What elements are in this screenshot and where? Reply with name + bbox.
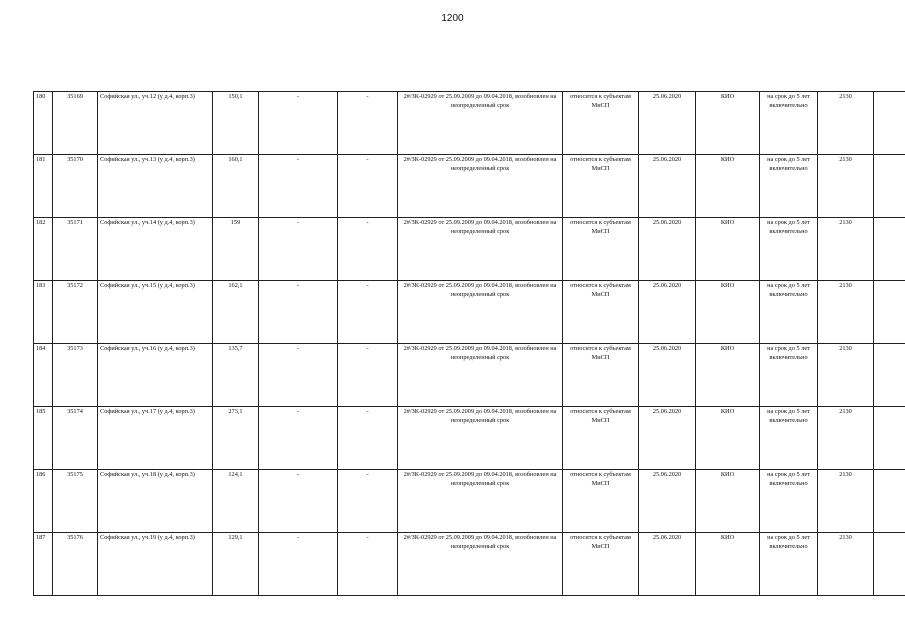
object-area: 162,1 (213, 281, 259, 344)
record-date: 25.06.2020 (639, 155, 696, 218)
tenant-category: относится к субъектам МиСП (563, 470, 639, 533)
object-address: Софийская ул., уч.13 (у д.4, корп.3) (98, 155, 213, 218)
object-address: Софийская ул., уч.17 (у д.4, корп.3) (98, 407, 213, 470)
empty-value-dash: - (338, 470, 398, 533)
table-row (34, 470, 905, 533)
table-row (34, 281, 905, 344)
object-code: 2130 (818, 281, 874, 344)
empty-value-dash: - (338, 92, 398, 155)
contract-document: 2#/ЗК-02929 от 25.09.2009 до 09.04.2018, возобновлен на неопределенный срок (398, 407, 563, 470)
empty-cell (874, 155, 905, 218)
record-date: 25.06.2020 (639, 407, 696, 470)
row-number: 186 (34, 470, 53, 533)
object-id: 35171 (53, 218, 98, 281)
row-number: 183 (34, 281, 53, 344)
object-area: 124,1 (213, 470, 259, 533)
object-area: 160,1 (213, 155, 259, 218)
object-id: 35169 (53, 92, 98, 155)
table-row (34, 155, 905, 218)
empty-value-dash: - (338, 407, 398, 470)
object-address: Софийская ул., уч.16 (у д.4, корп.3) (98, 344, 213, 407)
object-address: Софийская ул., уч.19 (у д.4, корп.3) (98, 533, 213, 596)
table-row (34, 533, 905, 596)
object-id: 35175 (53, 470, 98, 533)
empty-value-dash: - (259, 155, 338, 218)
contract-document: 2#/ЗК-02929 от 25.09.2009 до 09.04.2018, возобновлен на неопределенный срок (398, 92, 563, 155)
lease-term: на срок до 5 лет включительно (760, 344, 818, 407)
empty-value-dash: - (338, 344, 398, 407)
empty-value-dash: - (338, 533, 398, 596)
object-code: 2130 (818, 407, 874, 470)
empty-cell (874, 92, 905, 155)
lease-term: на срок до 5 лет включительно (760, 407, 818, 470)
row-number: 184 (34, 344, 53, 407)
tenant-category: относится к субъектам МиСП (563, 155, 639, 218)
tenant-category: относится к субъектам МиСП (563, 92, 639, 155)
empty-value-dash: - (259, 470, 338, 533)
record-date: 25.06.2020 (639, 344, 696, 407)
table-row (34, 344, 905, 407)
tenant-category: относится к субъектам МиСП (563, 533, 639, 596)
empty-value-dash: - (259, 533, 338, 596)
tenant-category: относится к субъектам МиСП (563, 281, 639, 344)
contract-document: 2#/ЗК-02929 от 25.09.2009 до 09.04.2018, возобновлен на неопределенный срок (398, 218, 563, 281)
responsible-org: КИО (696, 92, 760, 155)
record-date: 25.06.2020 (639, 218, 696, 281)
contract-document: 2#/ЗК-02929 от 25.09.2009 до 09.04.2018, возобновлен на неопределенный срок (398, 344, 563, 407)
responsible-org: КИО (696, 344, 760, 407)
object-code: 2130 (818, 344, 874, 407)
row-number: 181 (34, 155, 53, 218)
object-area: 159 (213, 218, 259, 281)
object-address: Софийская ул., уч.14 (у д.4, корп.3) (98, 218, 213, 281)
object-code: 2130 (818, 155, 874, 218)
table-row (34, 92, 905, 155)
object-id: 35176 (53, 533, 98, 596)
lease-term: на срок до 5 лет включительно (760, 92, 818, 155)
empty-cell (874, 281, 905, 344)
object-id: 35174 (53, 407, 98, 470)
responsible-org: КИО (696, 155, 760, 218)
object-area: 129,1 (213, 533, 259, 596)
empty-value-dash: - (338, 218, 398, 281)
table-row (34, 218, 905, 281)
table-row (34, 407, 905, 470)
object-code: 2130 (818, 470, 874, 533)
lease-term: на срок до 5 лет включительно (760, 533, 818, 596)
contract-document: 2#/ЗК-02929 от 25.09.2009 до 09.04.2018, возобновлен на неопределенный срок (398, 470, 563, 533)
object-code: 2130 (818, 92, 874, 155)
contract-document: 2#/ЗК-02929 от 25.09.2009 до 09.04.2018, возобновлен на неопределенный срок (398, 155, 563, 218)
empty-value-dash: - (259, 407, 338, 470)
registry-table (33, 91, 905, 596)
tenant-category: относится к субъектам МиСП (563, 218, 639, 281)
responsible-org: КИО (696, 470, 760, 533)
object-area: 273,1 (213, 407, 259, 470)
empty-value-dash: - (259, 218, 338, 281)
record-date: 25.06.2020 (639, 533, 696, 596)
empty-cell (874, 407, 905, 470)
lease-term: на срок до 5 лет включительно (760, 470, 818, 533)
row-number: 182 (34, 218, 53, 281)
responsible-org: КИО (696, 533, 760, 596)
object-area: 135,7 (213, 344, 259, 407)
tenant-category: относится к субъектам МиСП (563, 344, 639, 407)
record-date: 25.06.2020 (639, 92, 696, 155)
responsible-org: КИО (696, 218, 760, 281)
object-id: 35173 (53, 344, 98, 407)
empty-cell (874, 533, 905, 596)
empty-cell (874, 344, 905, 407)
empty-value-dash: - (338, 155, 398, 218)
empty-value-dash: - (338, 281, 398, 344)
record-date: 25.06.2020 (639, 470, 696, 533)
lease-term: на срок до 5 лет включительно (760, 281, 818, 344)
object-address: Софийская ул., уч.12 (у д.4, корп.3) (98, 92, 213, 155)
responsible-org: КИО (696, 407, 760, 470)
empty-value-dash: - (259, 344, 338, 407)
empty-cell (874, 218, 905, 281)
empty-value-dash: - (259, 281, 338, 344)
object-id: 35172 (53, 281, 98, 344)
object-code: 2130 (818, 533, 874, 596)
object-address: Софийская ул., уч.18 (у д.4, корп.3) (98, 470, 213, 533)
object-id: 35170 (53, 155, 98, 218)
object-area: 150,1 (213, 92, 259, 155)
object-address: Софийская ул., уч.15 (у д.4, корп.3) (98, 281, 213, 344)
row-number: 180 (34, 92, 53, 155)
row-number: 185 (34, 407, 53, 470)
object-code: 2130 (818, 218, 874, 281)
page-number: 1200 (441, 13, 464, 24)
contract-document: 2#/ЗК-02929 от 25.09.2009 до 09.04.2018, возобновлен на неопределенный срок (398, 281, 563, 344)
lease-term: на срок до 5 лет включительно (760, 155, 818, 218)
row-number: 187 (34, 533, 53, 596)
responsible-org: КИО (696, 281, 760, 344)
tenant-category: относится к субъектам МиСП (563, 407, 639, 470)
empty-cell (874, 470, 905, 533)
record-date: 25.06.2020 (639, 281, 696, 344)
contract-document: 2#/ЗК-02929 от 25.09.2009 до 09.04.2018, возобновлен на неопределенный срок (398, 533, 563, 596)
empty-value-dash: - (259, 92, 338, 155)
lease-term: на срок до 5 лет включительно (760, 218, 818, 281)
